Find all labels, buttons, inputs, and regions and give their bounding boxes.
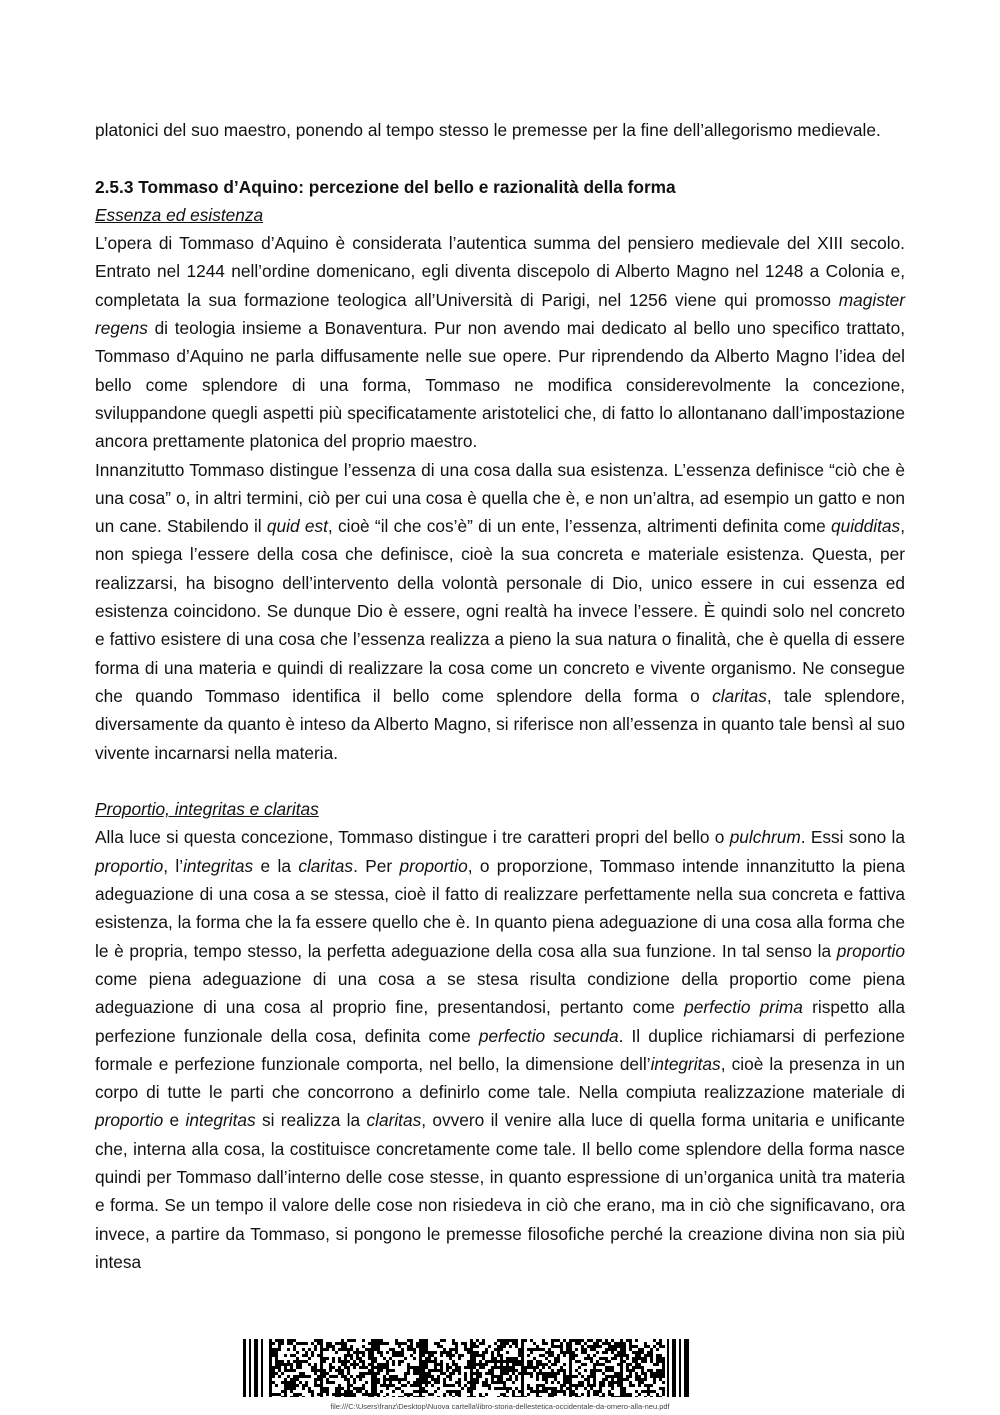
text-span: . Essi sono la xyxy=(800,827,905,848)
text-span: di teologia insieme a Bonaventura. Pur non avendo mai dedicato al bello uno specifico trattato, Tommaso d’Aquino ne parla diffusamente nelle sue opere. Pur riprendendo da Alberto Magno l’idea del bello come splendore di una forma, Tommaso ne modifica considerevolmente la concezione, sviluppandone quegli aspetti più specificatamente aristotelici che, di fatto lo allontanano dall’impostazione ancora prettamente platonica del proprio maestro. xyxy=(95,318,905,452)
paragraph-opera xyxy=(95,229,905,455)
italic-term: claritas xyxy=(366,1110,422,1131)
italic-term: pulchrum xyxy=(729,827,801,848)
paragraph-essenza xyxy=(95,456,905,767)
heading-text: 2.5.3 Tommaso d’Aquino: percezione del bello e razionalità della forma xyxy=(95,176,676,197)
italic-term: quidditas xyxy=(831,516,901,537)
text-span: , cioè “il che cos’è” di un ente, l’essenza, altrimenti definita come xyxy=(327,516,831,537)
italic-term: integritas xyxy=(650,1053,721,1074)
subheading-proportio xyxy=(95,795,905,823)
text-span: , o proporzione, Tommaso intende innanzitutto la piena adeguazione di una cosa a se stessa, cioè il fatto di realizzare perfettamente nella sua concreta e fattiva esistenza, la forma che la fa essere quello che è. In quanto piena adeguazione di una cosa alla forma che le è propria, tempo stesso, la perfetta adeguazione della cosa alla sua funzione. In tal senso la xyxy=(95,855,906,961)
text-span: . Il duplice richiamarsi di perfezione formale e perfezione funzionale comporta, nel bello, la dimensione dell’ xyxy=(95,1025,905,1074)
subheading-essenza xyxy=(95,201,905,229)
subheading-text: Proportio, integritas e claritas xyxy=(95,799,319,820)
text-span: L’opera di Tommaso d’Aquino è considerata l’autentica summa del pensiero medievale del XIII secolo. Entrato nel 1244 nell’ordine domenicano, egli diventa discepolo di Alberto Magno nel 1248 a Colonia e, completata la sua formazione teologica all’Università di Parigi, nel 1256 viene qui promosso xyxy=(95,233,905,310)
text-span: e la xyxy=(253,855,299,876)
text-span: platonici del suo maestro, ponendo al tempo stesso le premesse per la fine dell’allegorismo medievale. xyxy=(95,120,881,140)
italic-term: proportio xyxy=(399,855,468,876)
page-body xyxy=(95,116,905,1276)
text-span: , l’ xyxy=(163,855,184,876)
text-span: come piena adeguazione di una cosa a se stesa risulta condizione della proportio come piena adeguazione di una cosa al proprio fine, presentandosi, pertanto come xyxy=(95,968,905,1018)
text-span: , ovvero il venire alla luce di quella forma unitaria e unificante che, interna alla cosa, la costituisce concretamente come tale. Il bello come splendore della forma nasce quindi per Tommaso dall’interno delle cose stesse, in quanto espressione di un’organica unità tra materia e forma. Se un tempo il valore delle cose non risiedeva in ciò che erano, ma in ciò che significavano, ora invece, a partire da Tommaso, si pongono le premesse filosofiche perché la creazione divina non sia più intesa xyxy=(95,1110,905,1272)
italic-term: perfectio secunda xyxy=(478,1025,619,1046)
italic-term: proportio xyxy=(836,940,905,961)
italic-term: claritas xyxy=(712,685,767,706)
text-span: Alla luce si questa concezione, Tommaso distingue i tre caratteri propri del bello o xyxy=(95,827,730,848)
italic-term: proportio xyxy=(95,855,164,876)
section-heading xyxy=(95,173,905,201)
text-span: . Per xyxy=(353,855,400,876)
paragraph-proportio xyxy=(95,823,905,1276)
paragraph-intro-continuation xyxy=(95,116,905,144)
spacer xyxy=(95,767,905,795)
barcode-image xyxy=(243,1339,689,1397)
italic-term: perfectio prima xyxy=(684,997,803,1018)
text-span: rispetto alla perfezione funzionale della cosa, definita come xyxy=(95,997,905,1046)
italic-term: integritas xyxy=(185,1110,256,1131)
italic-term: integritas xyxy=(183,855,254,876)
footer-file-path: file:///C:\Users\franz\Desktop\Nuova cartella\libro-storia-dellestetica-occidentale-da-omero-alla-neu.pdf xyxy=(330,1402,670,1411)
text-span: , non spiega l’essere della cosa che definisce, cioè la sua concreta e materiale esistenza. Questa, per realizzarsi, ha bisogno dell’intervento della volontà personale di Dio, unico essere in cui essenza ed esistenza coincidono. Se dunque Dio è essere, ogni realtà ha invece l’essere. È quindi solo nel concreto e fattivo esistere di una cosa che l’essenza realizza a pieno la sua natura o finalità, che è quella di essere forma di una materia e quindi di realizzare la cosa come un concreto e vivente organismo. Ne consegue che quando Tommaso identifica il bello come splendore della forma o xyxy=(95,516,905,706)
subheading-text: Essenza ed esistenza xyxy=(95,204,264,225)
text-span: Innanzitutto Tommaso distingue l’essenza di una cosa dalla sua esistenza. L’essenza definisce “ciò che è una cosa” o, in altri termini, ciò per cui una cosa è quella che è, e non un’altra, ad esempio un gatto e non un cane. Stabilendo il xyxy=(95,459,905,537)
italic-term: quid est xyxy=(266,516,328,537)
italic-term: proportio xyxy=(95,1110,164,1131)
text-span: , cioè la presenza in un corpo di tutte le parti che concorrono a definirlo come tale. Nella compiuta realizzazione materiale di xyxy=(95,1053,905,1103)
spacer xyxy=(95,144,905,172)
text-span: si realizza la xyxy=(255,1110,367,1131)
italic-term: magister regens xyxy=(95,289,905,339)
text-span: e xyxy=(163,1110,186,1131)
italic-term: claritas xyxy=(298,855,354,876)
text-span: , tale splendore, diversamente da quanto è inteso da Alberto Magno, si riferisce non all’essenza in quanto tale bensì al suo vivente incarnarsi nella materia. xyxy=(95,685,905,763)
